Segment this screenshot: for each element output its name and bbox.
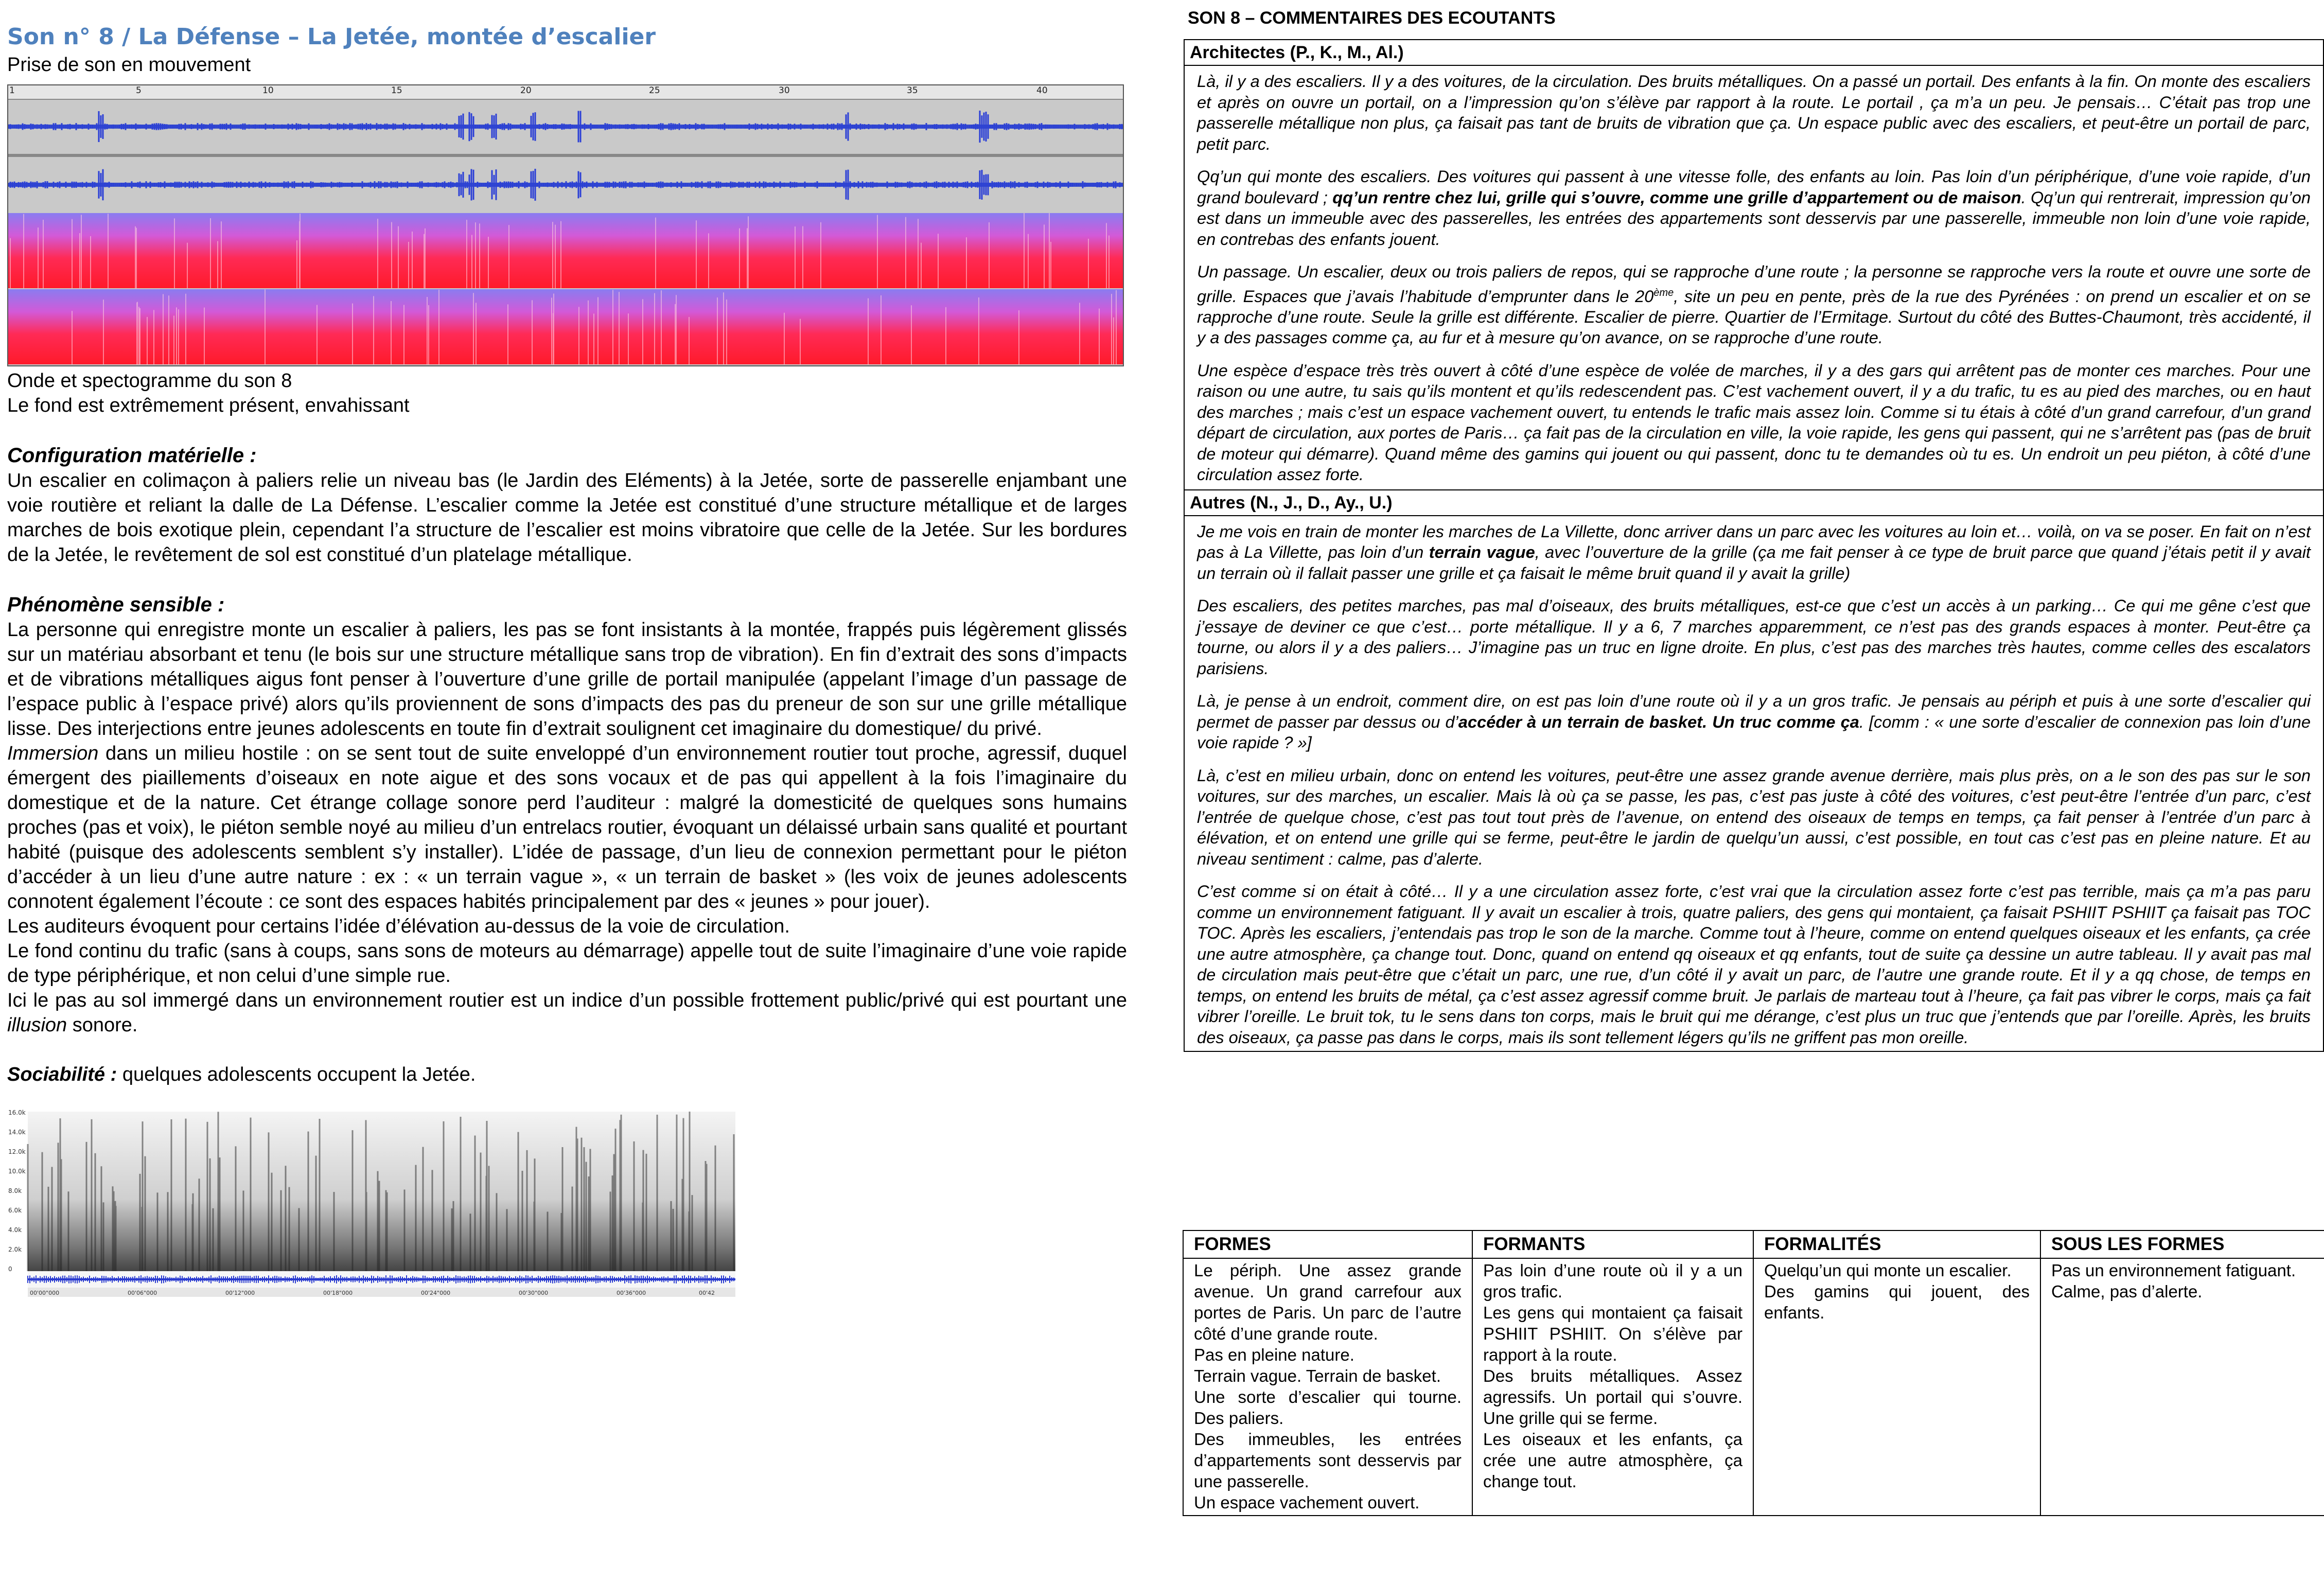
immersion-word: Immersion (7, 743, 99, 764)
cell-line: Pas loin d’une route où il y a un gros trafic. (1483, 1261, 1742, 1301)
spectrogram-y-label: 2.0k (8, 1246, 22, 1253)
subtitle: Prise de son en mouvement (7, 54, 251, 76)
cell-line: Quelqu’un qui monte un escalier. (1764, 1261, 2012, 1280)
spectrogram-channel-1 (8, 213, 1123, 288)
comment-paragraph (1185, 165, 2323, 260)
comment-paragraph (1185, 689, 2323, 764)
phenomene-text-5b: sonore. (67, 1014, 138, 1036)
cell-line: Pas un environnement fatiguant. (2051, 1261, 2296, 1280)
cell-formes (1183, 1258, 1472, 1516)
ruler-label: 10 (262, 85, 274, 96)
ruler-label: 5 (136, 85, 142, 96)
config-heading: Configuration matérielle : (7, 444, 257, 467)
cell-sous-les-formes (2040, 1258, 2324, 1516)
phenomene-heading: Phénomène sensible : (7, 593, 225, 616)
cell-line: Les gens qui montaient ça faisait PSHIIT PSHIIT. On s’élève par rapport à la route. (1483, 1303, 1742, 1364)
comment-text: Qq’un qui monte des escaliers. Des voitures qui passent à une vitesse folle, des enfants au loin. Pas loin d’un périphérique, d’une voie rapide, d’un grand boulevard ; (1197, 167, 2311, 207)
ruler-label: 20 (520, 85, 532, 96)
comment-paragraph: Une espèce d’espace très très ouvert à côté d’une espèce de volée de marches, il y a des gars qui arrêtent pas de monter ces marches. Pour une raison ou une autre, tu sais qu’ils montent et qu’ils redescendent pas. C’est vachement ouvert, il y a du trafic, tu es au pied des marches, ou en haut des marches ; mais c’est un espace vachement ouvert, tu entends le trafic mais assez loin. Comme si tu étais à côté d’un grand carrefour, d’un grand départ de circulation, aux portes de Paris… ça fait pas de la circulation en ville, la voie rapide, les gens qui passent, qui ne s’arrêtent pas (pas de bruit de moteur qui démarre). Quand même des gamins qui jouent ou qui passent, donc tu te demandes où tu es. Un endroit un peu piéton, à côté d’une circulation assez forte. (1197, 360, 2311, 484)
phenomene-text-5 (7, 988, 1127, 1037)
comment-text: . Qq’un qui rentrerait, impression qu’on est dans un immeuble avec des passerelles, les entrées des appartements sont desservis par une passerelle, immeuble non loin d’une voie rapide, en contrebas des enfants jouent. (1197, 187, 2311, 249)
cell-line: Une sorte d’escalier qui tourne. Des paliers. (1194, 1387, 1462, 1428)
comments-box (1184, 39, 2324, 1052)
comments-title: SON 8 – COMMENTAIRES DES ECOUTANTS (1188, 8, 1556, 28)
header-sous-les-formes: SOUS LES FORMES (2040, 1230, 2324, 1258)
waveform-spectrogram-panel (7, 84, 1124, 366)
comment-text: Là, je pense à un endroit, comment dire, on est pas loin d’une route où il y a un gros trafic. Je pensais au périph et puis à une sorte d’escalier qui permet de passer par dessus ou d’ (1197, 691, 2311, 731)
header-formants: FORMANTS (1472, 1230, 1753, 1258)
cell-line: Des bruits métalliques. Assez agressifs. Un portail qui s’ouvre. Une grille qui se ferme. (1483, 1366, 1742, 1428)
forms-table (1183, 1230, 2324, 1516)
ruler-label: 15 (391, 85, 402, 96)
spectrogram-y-label: 10.0k (8, 1168, 26, 1175)
page-title: Son n° 8 / La Défense – La Jetée, montée d’escalier (7, 24, 656, 50)
spectrogram-2 (7, 1107, 738, 1300)
ruler-label: 30 (779, 85, 790, 96)
table-row (1183, 1258, 2324, 1516)
spectrogram-x-label: 00'18"000 (323, 1290, 353, 1296)
ruler-label: 40 (1036, 85, 1048, 96)
cell-formalites (1753, 1258, 2040, 1516)
phenomene-text-5a: Ici le pas au sol immergé dans un environnement routier est un indice d’un possible frottement public/privé qui est pourtant une (7, 990, 1127, 1011)
cell-line: Un espace vachement ouvert. (1194, 1493, 1420, 1512)
spectrogram-y-label: 6.0k (8, 1207, 22, 1214)
config-text: Un escalier en colimaçon à paliers relie un niveau bas (le Jardin des Eléments) à la Jetée, sorte de passerelle enjambant une voie routière et reliant la dalle de La Défense. L’escalier comme la Jetée est constitué d’une structure métallique et de larges marches de bois exotique plein, cependant l’a structure de l’escalier est moins vibratoire que celle de la Jetée. Sur les bordures de la Jetée, le revêtement de sol est constitué d’un platelage métallique. (7, 470, 1127, 566)
spectrogram-y-label: 14.0k (8, 1129, 26, 1136)
illusion-word: illusion (7, 1014, 67, 1036)
right-column (1184, 7, 2324, 1052)
phenomene-text-4: Le fond continu du trafic (sans à coups, sans sons de moteurs au démarrage) appelle tout de suite l’imaginaire d’une voie rapide de type périphérique, et non celui d’une simple rue. (7, 940, 1127, 987)
spectrogram-x-label: 00'42 (699, 1290, 715, 1296)
comment-text: , avec l’ouverture de la grille (ça me fait penser à ce type de bruit parce que quand j’étais petit il y avait un terrain où il fallait passer une grille et ça faisait le même bruit quand il y avait la grille) (1197, 542, 2311, 583)
waveform-channel-1 (8, 100, 1123, 153)
comment-paragraph (1185, 260, 2323, 359)
comment-paragraph: Des escaliers, des petites marches, pas mal d’oiseaux, des bruits métalliques, est-ce que c’est un accès à un parking… Ce qui me gêne c’est que j’essaye de deviner ce que c’est… porte métallique. Il y a 6, 7 marches apparemment, ce n’est pas des grands espaces à monter. Peut-être ça tourne, ou alors il y a des paliers… J’imagine pas un truc en ligne droite. En plus, c’est pas des marches très hautes, comme celles des escalators parisiens. (1197, 596, 2311, 678)
phenomene-text-2 (7, 741, 1127, 914)
comment-bold: terrain vague (1429, 542, 1535, 562)
sociabilite-heading: Sociabilité : (7, 1064, 117, 1085)
left-column (7, 22, 1127, 1300)
spectrogram-x-label: 00'00"000 (30, 1290, 60, 1296)
sociabilite-line (7, 1062, 1127, 1087)
section-architectes: Architectes (P., K., M., Al.) (1185, 40, 2323, 66)
comment-text: , site un peu en pente, près de la rue des Pyrénées : on prend un escalier et on se rapproche d’une route. Seule la grille est différente. Escalier de pierre. Quartier de l’Ermitage. Surtout du côté des Buttes-Chaumont, très accidenté, il y a des passages comme ça, au fur et à mesure qu’on avance, on se rapproche d’une route. (1197, 286, 2311, 347)
comment-paragraph: C’est comme si on était à côté… Il y a une circulation assez forte, c’est vrai que la circulation assez forte c’est pas terrible, mais ça m’a pas paru comme un environnement fatiguant. Il y avait un escalier à trois, quatre paliers, des gens qui montaient, ça faisait PSHIIT PSHIIT ça faisait pas TOC TOC. Après les escaliers, j’entendais pas trop le son de la marche. Comme tout à l’heure, comme on entend quelques oiseaux et les enfants, ça crée une autre atmosphère, ça change tout. Donc, quand on entend qq oiseaux et qq enfants, tout de suite ça dessine un autre tableau. Il y avait pas mal de circulation mais peut-être que c’était un parc, une rue, d’un côté il y avait un parc, de l’autre une grande route. Et il y a qq chose, de temps en temps, on entend les bruits de métal, ça c’est assez agressif comme bruit. Je parlais de marteau tout à l’heure, ça fait pas vibrer le corps, mais ça fait vibrer l’oreille. Le bruit tok, tu le sens dans ton corps, mais le bruit qui me dérange, c’est plus un truc que j’entends que par l’oreille. Après, les bruits des oiseaux, ça passe pas dans le corps, mais ils sont tellement légers qu’ils ne griffent pas mon oreille. (1197, 882, 2311, 1047)
comment-superscript: ème (1653, 287, 1674, 298)
comment-bold: accéder à un terrain de basket. Un truc comme ça (1458, 712, 1859, 731)
cell-line: Des gamins qui jouent, des enfants. (1764, 1282, 2030, 1322)
waveform-channel-2 (8, 157, 1123, 212)
spectrogram-channel-2 (8, 289, 1123, 364)
cell-formants (1472, 1258, 1753, 1516)
ruler-label: 25 (649, 85, 660, 96)
sociabilite-text: quelques adolescents occupent la Jetée. (117, 1064, 476, 1085)
spectrogram-x-label: 00'36"000 (617, 1290, 646, 1296)
cell-line: Les oiseaux et les enfants, ça crée une autre atmosphère, ça change tout. (1483, 1430, 1742, 1491)
ruler-label: 1 (9, 85, 15, 96)
phenomene-text-3: Les auditeurs évoquent pour certains l’idée d’élévation au-dessus de la voie de circulation. (7, 916, 790, 937)
comment-paragraph: Là, il y a des escaliers. Il y a des voitures, de la circulation. Des bruits métalliques. On a passé un portail. Des enfants à la fin. On monte des escaliers et après on ouvre un portail, on a l’impression qu’on s’élève par rapport à la route. Le portail , ça m’a un peu. Je pensais… C’était pas trop une passerelle métallique non plus, ça faisait pas tant de bruits de vibration que ça. Un espace public avec des escaliers, et peut-être un portail de parc, petit parc. (1197, 72, 2311, 153)
timeline-ruler (8, 85, 1123, 100)
cell-line: Pas en pleine nature. (1194, 1345, 1354, 1364)
comment-text: Je me vois en train de monter les marches de La Villette, donc arriver dans un parc avec les voitures au loin et… voilà, on va se poser. En fait on n’est pas à La Villette, pas loin d’un (1197, 521, 2311, 562)
spectrogram-y-label: 12.0k (8, 1148, 26, 1155)
section-autres: Autres (N., J., D., Ay., U.) (1185, 489, 2323, 516)
spectrogram-y-label: 16.0k (8, 1109, 26, 1116)
spectrogram-x-label: 00'24"000 (421, 1290, 451, 1296)
cell-line: Le périph. Une assez grande avenue. Un grand carrefour aux portes de Paris. Un parc de l’autre côté d’une grande route. (1194, 1261, 1462, 1343)
cell-line: Terrain vague. Terrain de basket. (1194, 1366, 1441, 1385)
comment-text: . [comm : « une sorte d’escalier de connexion pas loin d’une voie rapide ? »] (1197, 712, 2311, 752)
spectrogram-x-label: 00'06"000 (128, 1290, 157, 1296)
comment-bold: qq’un rentre chez lui, grille qui s’ouvre, comme une grille d’appartement ou de maison (1332, 187, 2021, 207)
cell-line: Calme, pas d’alerte. (2051, 1282, 2203, 1301)
caption-background: Le fond est extrêmement présent, envahissant (7, 395, 410, 416)
ruler-label: 35 (907, 85, 918, 96)
comment-paragraph (1185, 516, 2323, 594)
spectrogram-x-label: 00'30"000 (519, 1290, 549, 1296)
header-formalites: FORMALITÉS (1753, 1230, 2040, 1258)
header-formes: FORMES (1183, 1230, 1472, 1258)
table-header-row (1183, 1230, 2324, 1258)
spectrogram-x-label: 00'12"000 (225, 1290, 255, 1296)
comment-text: Un passage. Un escalier, deux ou trois paliers de repos, qui se rapproche d’une route ; la personne se rapproche vers la route et ouvre une sorte de grille. Espaces que j’avais l’habitude d’emprunter dans le 20 (1197, 262, 2311, 306)
phenomene-text-1: La personne qui enregistre monte un escalier à paliers, les pas se font insistants à la montée, frappés puis légèrement glissés sur un matériau absorbant et tenu (le bois sur une structure métallique sans trop de vibration). En fin d’extrait des sons d’impacts et de vibrations métalliques aigus font penser à l’ouverture d’une grille de portail manipulée (appelant l’image d’un passage de l’espace public à l’espace privé) alors qu’ils proviennent de sons d’impacts des pas du preneur de son sur une grille métallique lisse. Des interjections entre jeunes adolescents en toute fin d’extrait soulignent cet imaginaire du domestique/ du privé. (7, 619, 1127, 740)
cell-line: Des immeubles, les entrées d’appartements sont desservis par une passerelle. (1194, 1430, 1462, 1491)
caption-wave: Onde et spectogramme du son 8 (7, 370, 292, 392)
spectrogram-y-label: 8.0k (8, 1187, 22, 1194)
comment-paragraph: Là, c’est en milieu urbain, donc on entend les voitures, peut-être une assez grande avenue derrière, mais plus près, on a le son des pas sur le son voitures, sur des marches, un escalier. Mais là où ça se passe, les pas, c’est pas juste à côté des voitures, c’est peut-être l’entrée d’un parc, c’est l’entrée de quelque chose, c’est pas tout tout près de l’avenue, on entend des oiseaux de temps en temps, ça fait penser à l’entrée d’un parc à élévation, et on entend une grille qui se ferme, peut-être le jardin de quelqu’un aussi, c’est possible, en tout cas c’est pas en pleine nature. Et au niveau sentiment : calme, pas d’alerte. (1197, 765, 2311, 868)
spectrogram-y-label: 0 (8, 1265, 12, 1273)
spectrogram-y-label: 4.0k (8, 1226, 22, 1234)
spectrogram-2-panel (7, 1107, 738, 1300)
phenomene-text-2-body: dans un milieu hostile : on se sent tout de suite enveloppé d’un environnement routier tout proche, agressif, duquel émergent des piaillements d’oiseaux en note aigue et des sons vocaux et de pas qui appellent à la fois l’imaginaire du domestique et de la nature. Cet étrange collage sonore perd l’auditeur : malgré la domesticité de quelques sons humains proches (pas et voix), le piéton semble noyé au milieu d’un entrelacs routier, évoquant un délaissé urbain sans qualité et pourtant habité (puisque des adolescents semblent s’y installer). L’idée de passage, d’un lieu de connexion permettant pour le piéton d’accéder à un lieu d’une autre nature : ex : « un terrain vague », « un terrain de basket » (les voix de jeunes adolescents connotent également l’écoute : ce sont des espaces habités principalement par des « jeunes » pour jouer). (7, 743, 1127, 912)
